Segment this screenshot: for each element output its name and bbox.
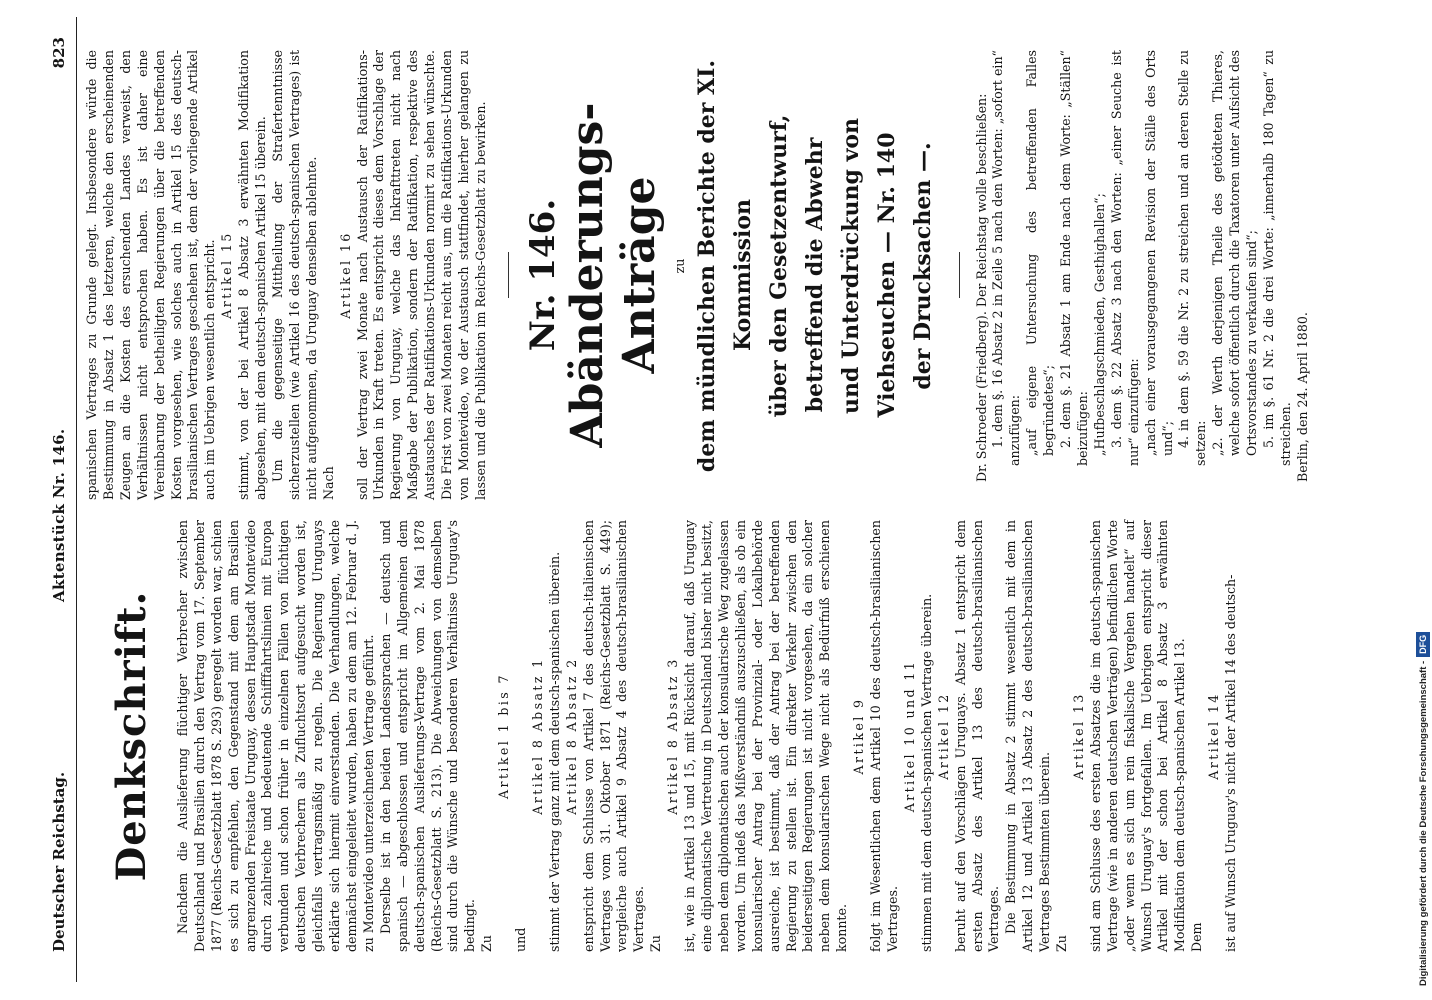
zu-label: Zu <box>479 935 495 952</box>
article-heading: Artikel 10 und 11 <box>901 659 917 813</box>
item-text: 3. dem §. 22 Absatz 3 nach den Worten: „einer Seuche ist nur“ einzufügen: <box>1108 50 1141 466</box>
subtitle-line: und Unterdrückung von Viehseuchen — Nr. 140 <box>837 117 900 418</box>
item-text: 5. im §. 61 Nr. 2 die drei Worte: „innerhalb 180 Tagen“ zu streichen. <box>1260 50 1293 466</box>
running-header <box>50 17 74 982</box>
amendment-item <box>1261 50 1295 500</box>
paragraph: folgt im Wesentlichen dem Artikel 10 des deutsch-brasilianischen Vertrages. <box>868 520 900 952</box>
page-number: 823 <box>50 37 68 69</box>
date-line: Berlin, den 24. April 1880. <box>1294 312 1310 482</box>
column-right <box>84 50 1312 500</box>
zu-label: Zu <box>1054 935 1070 952</box>
subtitle-line: über den Gesetzentwurf, betreffend die Abwehr <box>765 114 828 418</box>
subtitle-line: der Drucksachen —. <box>909 142 936 390</box>
amendment-item <box>1109 50 1177 500</box>
number-heading: Nr. 146. <box>522 198 563 352</box>
paragraph: ist, wie in Artikel 13 und 15, mit Rücksicht darauf, daß Uruguay eine diplomatische Vertretung in Deutschland bisher nicht besitzt, neben dem diplomatischen auch der konsularische Weg zugelassen worden. Um indeß das Mißverständniß auszuschließen, als ob ein konsularischer Antrag bei der Provinzial- oder Lokalbehörde ausreiche, ist bestimmt, daß der Antrag bei der betreffenden Regierung zu stellen ist. Ein direkter Verkehr zwischen den beiderseitigen Regierungen ist nicht vorgesehen, da ein solcher neben dem konsularischen Wege nicht als Bedürfniß erschienen konnte. <box>682 520 850 952</box>
dem-label: Dem <box>1189 922 1205 952</box>
credit-text: Digitalisierung gefördert durch die Deutsche Forschungsgemeinschaft - <box>1418 660 1429 986</box>
item-quote: „2. der Werth derjenigen Theile des getödteten Thieres, welche sofort öffentlich durch die Taxatoren unter Aufsicht des Ortsvorstandes zu verkaufen sind“; <box>1210 50 1260 456</box>
paragraph: entspricht dem Schlusse von Artikel 7 des deutsch-italienischen Vertrages vom 31. Oktober 1871 (Reichs-Gesetzblatt S. 449); vergleiche auch Artikel 9 Absatz 4 des deutsch-brasilianischen Vertrages. <box>580 520 647 952</box>
header-left: Deutscher Reichstag. <box>50 771 68 952</box>
paragraph: Um die gegenseitige Mittheilung der Strafertenntnisse sicherzustellen (wie Artikel 16 des deutsch-spanischen Vertrages) ist nicht aufgenommen, da Uruguay denselben ablehnte. <box>269 50 319 500</box>
amendments-title: Abänderungs-Anträge <box>561 102 665 448</box>
document-page <box>32 17 1412 982</box>
separator-line <box>959 252 960 298</box>
amendment-item <box>1058 50 1109 500</box>
nach-label: Nach <box>320 466 336 500</box>
article-heading: Artikel 8 Absatz 2 <box>563 657 579 815</box>
header-rule <box>76 17 77 982</box>
amendment-item <box>990 50 1058 500</box>
article-heading: Artikel 13 <box>1070 692 1086 780</box>
item-quote: „Hufbeschlagschmieden, Gesthighallen“; <box>1091 193 1107 456</box>
separator-line <box>508 252 509 298</box>
header-center: Aktenstück Nr. 146. <box>50 428 68 602</box>
paragraph: ist auf Wunsch Uruguay's nicht der Artikel 14 des deutsch- <box>1223 574 1239 952</box>
paragraph: spanischen Vertrages zu Grunde gelegt. Insbesondere würde die Bestimmung in Absatz 1 des letzteren, welche den erscheinenden Zeugen an die Kosten des ersuchenden Landes verweist, den Verhältnissen nicht entsprochen haben. Es ist daher eine Vereinbarung der betheiligten Regierungen über die betreffenden Kosten vorgesehen, wie solches auch in Artikel 15 des deutsch-brasilianischen Vertrages geschehen ist, dem der vorliegende Artikel auch im Uebrigen wesentlich entspricht. <box>84 50 218 500</box>
article-heading: Artikel 16 <box>337 231 353 319</box>
digitization-credit <box>1416 14 1430 986</box>
paragraph: Die Bestimmung in Absatz 2 stimmt wesentlich mit dem in Artikel 12 und Artikel 13 Absatz 2 des deutsch-brasilianischen Vertrages Bestimmten überein. <box>1003 520 1053 952</box>
paragraph: stimmen mit dem deutsch-spanischen Vertrage überein. <box>918 593 934 952</box>
article-heading: Artikel 9 <box>851 697 867 775</box>
paragraph: soll der Vertrag zwei Monate nach Austausch der Ratifikations-Urkunden in Kraft treten. Es entspricht dieses dem Vorschlage der Regierung von Uruguay, welche das Inkrafttreten nicht nach Maßgabe der Publikation, sondern der Ratifikation, respektive des Austausches der Ratifikations-Urkunden normirt zu sehen wünschte. Die Frist von zwei Monaten reicht aus, um die Ratifikations-Urkunden von Montevideo, wo der Austausch stattfindet, hierher gelangen zu lassen und die Publikation im Reichs-Gesetzblatt zu bewirken. <box>354 50 488 500</box>
item-text: 4. in dem §. 59 die Nr. 2 zu streichen und an deren Stelle zu setzen: <box>1176 50 1209 466</box>
paragraph: Nachdem die Auslieferung flüchtiger Verbrecher zwischen Deutschland und Brasilien durch den Vertrag vom 17. September 1877 (Reichs-Gesetzblatt 1878 S. 293) geregelt worden war, schien es sich zu empfehlen, den Gegenstand mit dem am Brasilien angrenzenden Freistaate Uruguay, dessen Hauptstadt Montevideo durch zahlreiche und bedeutende Schifffahrtslinien mit Europa verbunden und schon früher in einzelnen Fällen von flüchtigen deutschen Verbrechern als Zufluchtsort aufgesucht worden ist, gleichfalls vertragsmäßig zu regeln. Die Regierung Uruguays erklärte sich hiermit einverstanden. Die Verhandlungen, welche demnächst eingeleitet wurden, haben zu dem am 12. Februar d. J. zu Montevideo unterzeichneten Vertrage geführt. <box>174 520 376 952</box>
item-quote: „auf eigene Untersuchung des betreffenden Falles begründetes“; <box>1024 50 1057 456</box>
paragraph: stimmt, von der bei Artikel 8 Absatz 3 erwähnten Modifikation abgesehen, mit dem deutsch-spanischen Artikel 15 überein. <box>236 50 269 500</box>
article-heading: Artikel 1 bis 7 <box>496 673 512 799</box>
paragraph: Derselbe ist in den beiden Landessprachen — deutsch und spanisch — abgeschlossen und entspricht im Allgemeinen dem deutsch-spanischen Auslieferungs-Vertrage vom 2. Mai 1878 (Reichs-Gesetzblatt S. 213). Die Abweichungen von demselben sind durch die Wünsche und besonderen Verhältnisse Uruguay's bedingt. <box>377 520 478 952</box>
column-left <box>84 520 1240 952</box>
dfg-logo: DFG <box>1416 632 1430 657</box>
subtitle-line: dem mündlichen Berichte der XI. Kommission <box>693 59 756 473</box>
zu-label: Zu <box>648 935 664 952</box>
article-heading: Artikel 14 <box>1206 692 1222 780</box>
paragraph: stimmt der Vertrag ganz mit dem deutsch-spanischen überein. <box>546 551 562 952</box>
und-label: und <box>513 927 529 952</box>
item-quote: „nach einer vorausgegangenen Revision der Ställe des Orts und“; <box>1142 50 1175 456</box>
item-text: 1. dem §. 16 Absatz 2 in Zeile 5 nach den Worten: „sofort ein“ anzufügen: <box>990 50 1023 466</box>
article-heading: Artikel 15 <box>219 231 235 319</box>
article-heading: Artikel 8 Absatz 3 <box>665 657 681 815</box>
motion-text: Dr. Schroeder (Friedberg). Der Reichstag wolle beschließen: <box>973 93 989 482</box>
paragraph: beruht auf den Vorschlägen Uruguays. Absatz 1 entspricht dem ersten Absatz des Artikel 13 des deutsch-brasilianischen Vertrages. <box>952 520 1002 952</box>
amendment-item <box>1176 50 1261 500</box>
paragraph: sind am Schlusse des ersten Absatzes die im deutsch-spanischen Vertrage (wie in anderen deutschen Verträgen) befindlichen Worte „oder wenn es sich um rein fiskalische Vergehen handelt“ auf Wunsch Uruguay's fortgefallen. Im Uebrigen entspricht dieser Artikel mit der schon bei Artikel 8 Absatz 3 erwähnten Modifikation dem deutsch-spanischen Artikel 13. <box>1087 520 1188 952</box>
denkschrift-title: Denkschrift. <box>108 590 155 882</box>
article-heading: Artikel 8 Absatz 1 <box>529 657 545 815</box>
zu-label: zu <box>671 258 687 274</box>
item-text: 2. dem §. 21 Absatz 1 am Ende nach dem Worte: „Ställen“ beizufügen: <box>1058 50 1090 466</box>
article-heading: Artikel 12 <box>935 692 951 780</box>
